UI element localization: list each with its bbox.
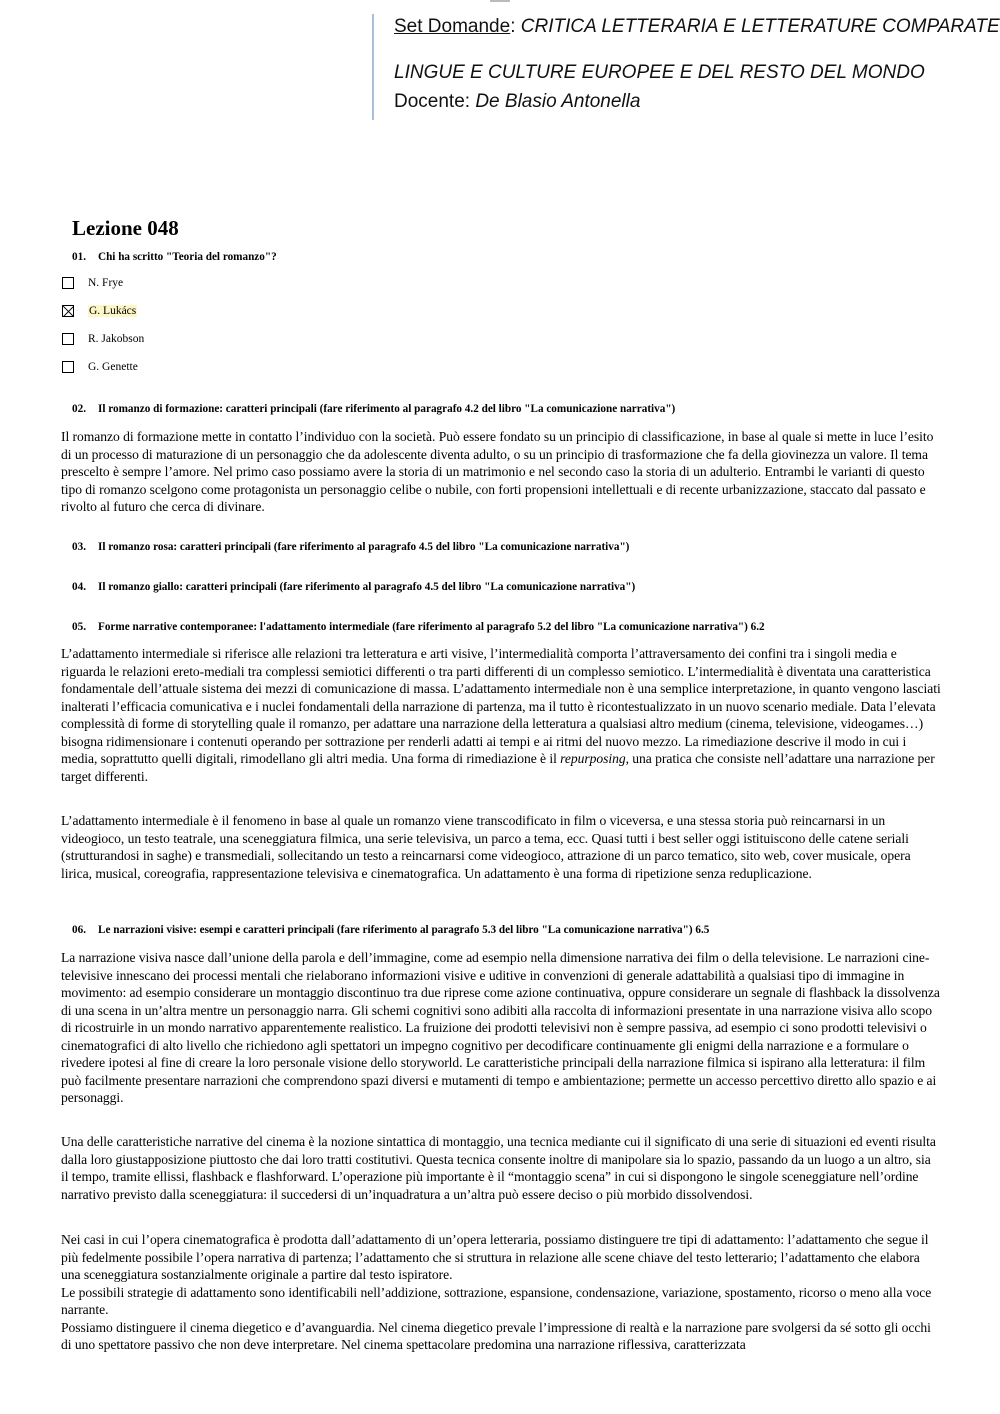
question-number: 03. <box>72 541 86 553</box>
checkbox-icon[interactable] <box>62 333 74 345</box>
lesson-title: Lezione 048 <box>72 216 179 240</box>
answer-option[interactable] <box>62 277 123 289</box>
answer-paragraph: La narrazione visiva nasce dall’unione della parola e dell’immagine, come ad esempio nella dimensione narrativa dei film o della televisione. Le narrazioni cine-televisive innescano dei processi mentali che rielaborano informazioni visive e uditive in convenzioni di generale adattabilità a qualsiasi tipo di immagine in movimento: ad esempio considerare un montaggio discontinuo tra due riprese come azione continuativa, oppure considerare un segnale di flashback la dissolvenza di una scena in un’altra mentre un personaggio narra. Gli schemi cognitivi sono adibiti alla raccolta di informazioni presentate in una narrazione visiva allo scopo di ricostruirle in un mondo narrativo apparentemente realistico. La fruizione dei prodotti televisivi non è sempre passiva, ad esempio ci sono prodotti televisivi o cinematografici di alto livello che richiedono agli spettatori un impegno cognitivo per decodificare continuamente gli enigmi della narrazione e a formulare o rivedere ipotesi al fine di creare la loro personale visione dello storyworld. Le caratteristiche principali della narrazione filmica si ispirano alla letteratura: il film può facilmente presentare narrazioni che comprendono spazi diversi e mutamenti di tempo e ambientazione; permette un accesso percettivo diretto allo spazio e ai personaggi. <box>61 950 940 1105</box>
course-name: LINGUE E CULTURE EUROPEE E DEL RESTO DEL MONDO <box>394 62 925 83</box>
option-label: N. Frye <box>88 277 124 289</box>
answer-paragraph: Una delle caratteristiche narrative del cinema è la nozione sintattica di montaggio, una tecnica mediante cui il significato di una serie di situazioni ed eventi risulta dalla loro giustapposizione piuttosto che dai loro tratti costitutivi. Questa tecnica consente inoltre di manipolare sia lo spazio, passando da un luogo a un altro, sia il tempo, tramite ellissi, flashback e flashforward. L’operazione più importante è il “montaggio scena” in cui si dispongono le singole sceneggiature nell’ordine narrativo previsto dalla sceneggiatura: il succedersi di un’inquadratura a un’altra può essere deciso o più morbido dissolvendosi. <box>61 1134 936 1202</box>
question-number: 05. <box>72 621 86 633</box>
answer-paragraph: L’adattamento intermediale è il fenomeno in base al quale un romanzo viene transcodificato in film o viceversa, e una stessa storia può reincarnarsi in un videogioco, un testo teatrale, una sceneggiatura filmica, una serie televisiva, un parco a tema, ecc. Quasi tutti i best seller oggi istituiscono delle catene seriali (strutturandosi in saghe) e transmediali, sollecitando un testo a reincarnarsi come videogioco, attrazione di un parco tematico, sito web, cover musicale, opera lirica, musical, coreografia, rappresentazione televisiva e cinematografica. Un adattamento è una forma di ripetizione senza reduplicazione. <box>61 813 911 881</box>
answer-text: L’adattamento intermediale si riferisce alle relazioni tra letteratura e arti visive, l’intermedialità comporta l’attraversamento dei confini tra i singoli media e riguarda le relazioni ereto-mediali tra complessi semiotici differenti o tra parti differenti di un complesso semiotico. L’intermedialità è diventata una caratteristica fondamentale dell’attuale sistema dei mezzi di comunicazione di massa. L’adattamento intermediale non è una semplice interpretazione, in quanto vengono lasciati inalterati l’efficacia comunicativa e i nuclei fondamentali della narrazione di partenza, ma il tutto è ricontestualizzato in un nuovo scenario mediale. Data l’elevata complessità di forme di storytelling quale il romanzo, per adattare una narrazione della letteratura a qualsiasi altro medium (cinema, televisione, videogames…) bisogna ridimensionare i contenuti operando per sottrazione per renderli adatti ai tempi e ai ritmi del nuovo mezzo. La rimediazione descrive il modo in cui i media, soprattutto quelli digitali, rimodellano gli altri media. Una forma di rimediazione è il <box>61 646 941 766</box>
question-05 <box>72 621 765 633</box>
question-set-label: Set Domande <box>394 16 511 37</box>
question-number: 02. <box>72 403 86 415</box>
answer-text: Possiamo distinguere il cinema diegetico e d’avanguardia. Nel cinema diegetico prevale l’impressione di realtà e la narrazione pare svolgersi da sé sotto gli occhi di uno spettatore passivo che non deve interpretare. Nel cinema spettacolare predomina una narrazione riflessiva, caratterizzata <box>61 1319 931 1352</box>
question-text: Il romanzo rosa: caratteri principali (fare riferimento al paragrafo 4.5 del libro "La comunicazione narrativa") <box>98 541 630 553</box>
question-text: Il romanzo giallo: caratteri principali (fare riferimento al paragrafo 4.5 del libro "La comunicazione narrativa") <box>98 581 636 593</box>
answer-option[interactable] <box>62 333 144 345</box>
top-mark <box>490 0 510 2</box>
question-set-line <box>394 16 1000 38</box>
question-text: Chi ha scritto "Teoria del romanzo"? <box>98 251 277 263</box>
document-header <box>372 14 998 120</box>
teacher-line <box>394 91 640 113</box>
option-label: R. Jakobson <box>88 333 145 345</box>
answer-option-selected[interactable] <box>62 305 137 317</box>
question-text: Le narrazioni visive: esempi e caratteri principali (fare riferimento al paragrafo 5.3 del libro "La comunicazione narrativa") 6.5 <box>98 924 710 936</box>
question-01 <box>72 251 277 263</box>
question-number: 04. <box>72 581 86 593</box>
answer-text: Le possibili strategie di adattamento sono identificabili nell’addizione, sottrazione, espansione, condensazione, variazione, spostamento, ricorso o meno alla voce narrante. <box>61 1284 932 1317</box>
question-06 <box>72 924 709 936</box>
question-03 <box>72 541 629 553</box>
answer-text: , una pratica che consiste nell’adattare una narrazione per target differenti. <box>61 751 935 784</box>
question-02 <box>72 403 675 415</box>
answer-emphasis: repurposing <box>560 751 626 766</box>
question-04 <box>72 581 635 593</box>
question-number: 06. <box>72 924 86 936</box>
question-number: 01. <box>72 251 86 263</box>
checkbox-icon[interactable] <box>62 361 74 373</box>
checked-box-icon[interactable] <box>62 305 74 317</box>
answer-text: Il romanzo di formazione mette in contatto l’individuo con la società. Può essere fondato su un principio di classificazione, in base al quale si mette in luce l’esito di un processo di maturazione di un personaggio che da adolescente diventa adulto, o su un principio di trasformazione che fa della giovinezza un valore. Il tema prescelto è sempre l’amore. Nel primo caso possiamo avere la storia di un matrimonio e nel secondo caso la storia di un adulterio. Entrambi le varianti di questo tipo di romanzo scelgono come protagonista un personaggio celibe o nubile, con forti propensioni intellettuali e di recente urbanizzazione, staccato dal passato e rivolto al futuro che cerca di divinare. <box>61 429 934 514</box>
answer-paragraph <box>61 1231 941 1354</box>
option-label: G. Genette <box>88 361 138 373</box>
question-text: Il romanzo di formazione: caratteri principali (fare riferimento al paragrafo 4.2 del libro "La comunicazione narrativa") <box>98 403 676 415</box>
checkbox-icon[interactable] <box>62 277 74 289</box>
question-set-value: CRITICA LETTERARIA E LETTERATURE COMPARATE <box>520 16 1000 37</box>
teacher-label: Docente: <box>394 91 476 112</box>
question-text: Forme narrative contemporanee: l'adattamento intermediale (fare riferimento al paragrafo 5.2 del libro "La comunicazione narrativa") 6.2 <box>98 621 765 633</box>
question-set-separator: : <box>510 16 521 37</box>
teacher-name: De Blasio Antonella <box>475 91 641 112</box>
option-label: G. Lukács <box>89 305 137 317</box>
answer-text: Nei casi in cui l’opera cinematografica è prodotta dall’adattamento di un’opera letteraria, possiamo distinguere tre tipi di adattamento: l’adattamento che segue il più fedelmente possibile l’opera narrativa di partenza; l’adattamento che si struttura in relazione alle scene chiave del testo letterario; l’adattamento che elabora una sceneggiatura sostanzialmente originale a partire dal testo ispiratore. <box>61 1232 929 1282</box>
answer-paragraph <box>61 645 941 785</box>
answer-option[interactable] <box>62 361 138 373</box>
